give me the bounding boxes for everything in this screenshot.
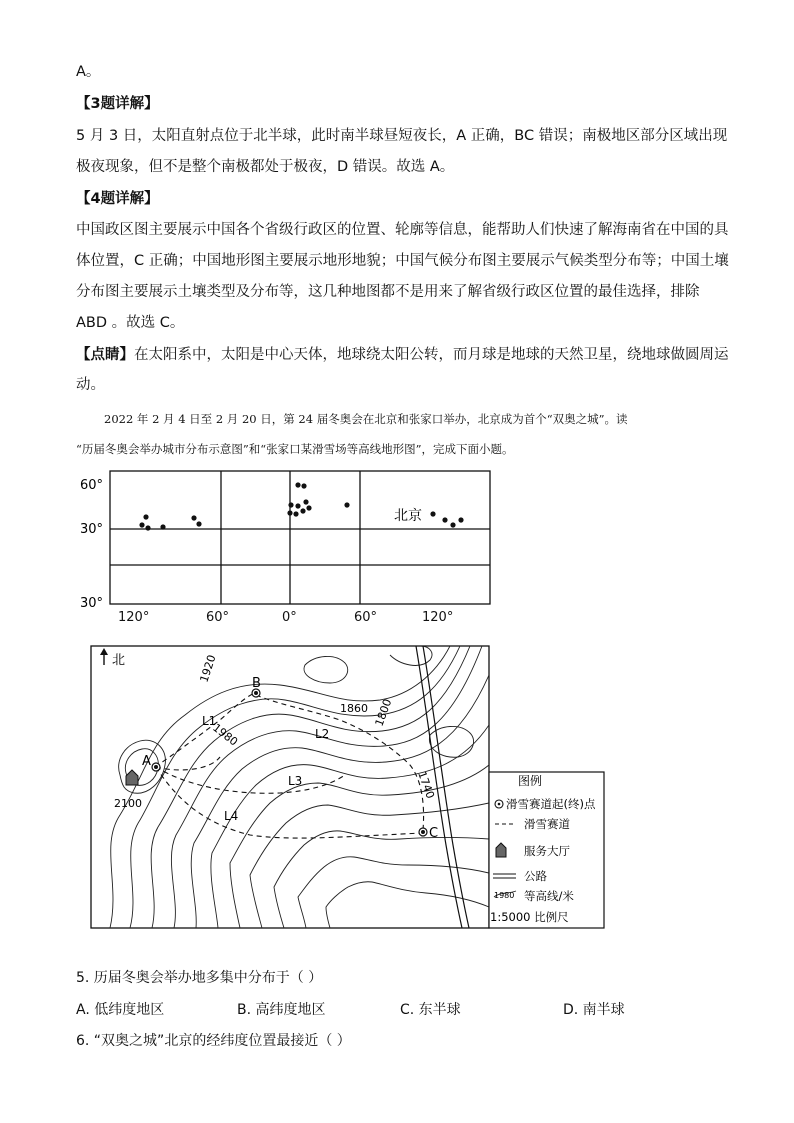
route-label: L4	[224, 809, 239, 823]
legend-title: 图例	[518, 774, 543, 788]
legend-item: 公路	[524, 869, 547, 883]
lon-label: 120°	[118, 610, 150, 625]
option-b: B. 高纬度地区	[237, 1002, 326, 1018]
text-line: 动。	[76, 377, 105, 393]
question-intro: 2022 年 2 月 4 日至 2 月 20 日，第 24 届冬奥会在北京和张家口举办，北京成为首个“双奥之城”。读	[104, 412, 628, 426]
text-line: A。	[76, 64, 101, 80]
question-intro: “历届冬奥会举办城市分布示意图”和“张家口某滑雪场等高线地形图”，完成下面小题。	[76, 442, 514, 456]
olympic-city-grid-map	[76, 468, 496, 613]
contour-label: 1920	[197, 653, 219, 684]
option-c: C. 东半球	[400, 1002, 461, 1018]
text-line: 极夜现象，但不是整个南极都处于极夜，D 错误。故选 A。	[76, 159, 455, 175]
legend-item: 滑雪赛道起(终)点	[506, 797, 596, 811]
contour-label: 1860	[340, 702, 368, 715]
text-line: 体位置，C 正确；中国地形图主要展示地形地貌；中国气候分布图主要展示气候类型分布等；中国土壤	[76, 253, 729, 269]
lon-label: 120°	[422, 610, 454, 625]
text-line: 5 月 3 日，太阳直射点位于北半球，此时南半球昼短夜长，A 正确，BC 错误；南极地区部分区域出现	[76, 128, 728, 144]
north-label: 北	[112, 653, 126, 668]
contour-label: 2100	[114, 797, 142, 810]
beijing-label: 北京	[394, 508, 422, 524]
lat-label: 60°	[80, 478, 104, 493]
legend-scale: 1:5000 比例尺	[490, 910, 569, 924]
section-heading-q4: 【4题详解】	[76, 191, 159, 207]
lon-label: 60°	[206, 610, 230, 625]
section-heading-q3: 【3题详解】	[76, 96, 159, 112]
route-label: L1	[202, 714, 217, 728]
text-line: ABD 。故选 C。	[76, 315, 185, 331]
text-line: 中国政区图主要展示中国各个省级行政区的位置、轮廓等信息，能帮助人们快速了解海南省在中国的具	[76, 222, 729, 238]
contour-label: 1800	[372, 697, 395, 729]
lon-label: 0°	[282, 610, 297, 625]
point-label: A	[142, 754, 151, 769]
option-a: A. 低纬度地区	[76, 1002, 165, 1018]
contour-label: 1740	[415, 769, 437, 801]
legend-item: 服务大厅	[524, 844, 570, 858]
lat-label: 30°	[80, 522, 104, 537]
map-legend	[489, 772, 604, 928]
point-label: B	[252, 676, 261, 691]
question-6: 6. “双奥之城”北京的经纬度位置最接近（ ）	[76, 1033, 351, 1049]
legend-item: 滑雪赛道	[524, 817, 570, 831]
question-5: 5. 历届冬奥会举办地多集中分布于（ ）	[76, 970, 323, 986]
contour-label: 1980	[210, 721, 241, 749]
option-d: D. 南半球	[563, 1002, 625, 1018]
legend-contour-sample: 1980	[494, 891, 515, 900]
text-line: 分布图主要展示土壤类型及分布等，这几种地图都不是用来了解省级行政区位置的最佳选择，排除	[76, 284, 700, 300]
tip-label: 【点睛】	[76, 347, 134, 363]
route-label: L3	[288, 774, 303, 788]
ski-resort-contour-map	[90, 645, 610, 935]
lon-label: 60°	[354, 610, 378, 625]
text-line	[76, 345, 729, 365]
lat-label: 30°	[80, 596, 104, 611]
point-label: C	[429, 826, 439, 841]
route-label: L2	[315, 727, 330, 741]
tip-text: 在太阳系中，太阳是中心天体，地球绕太阳公转，而月球是地球的天然卫星，绕地球做圆周运	[134, 347, 729, 363]
legend-item: 等高线/米	[524, 889, 574, 903]
